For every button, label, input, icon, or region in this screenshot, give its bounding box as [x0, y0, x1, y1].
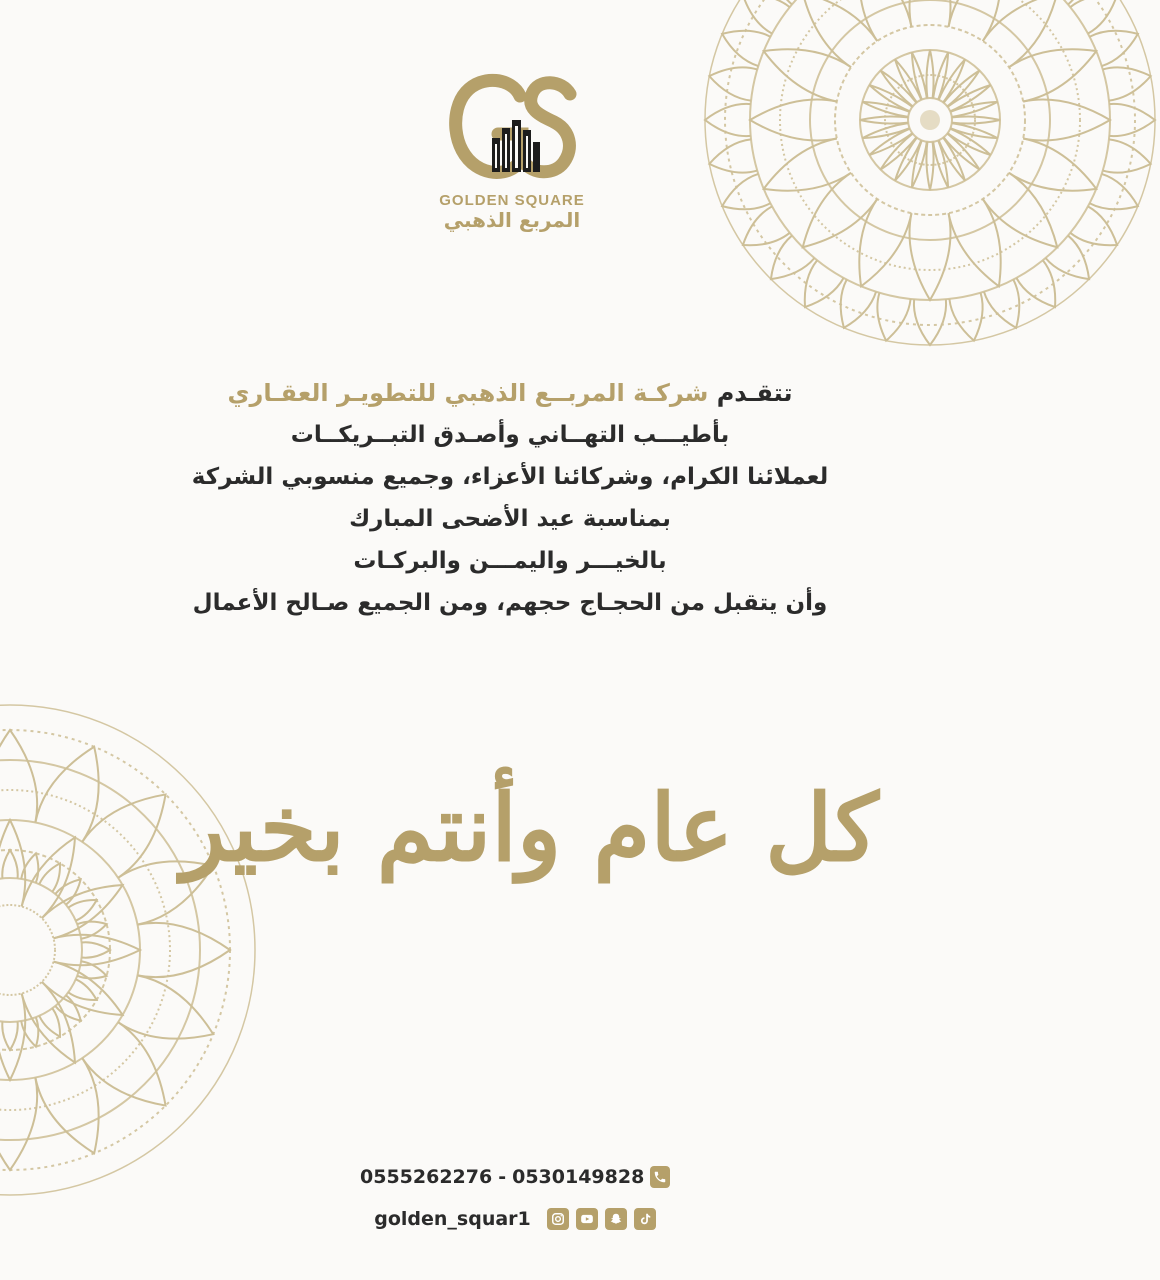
mandala-petal	[803, 0, 878, 67]
mandala-petal	[862, 102, 909, 117]
greeting-message	[180, 372, 840, 624]
message-line-1	[180, 372, 840, 414]
company-name-highlight: شركـة المربــع الذهبي للتطويـر العقـاري	[227, 379, 709, 407]
message-line-5: بالخيـــر واليمـــن والبركـات	[353, 548, 667, 574]
mandala-petal	[750, 100, 837, 141]
mandala-petal	[1046, 236, 1090, 280]
mandala-petal	[914, 299, 946, 345]
calligraphy-text: كل عام وأنتم بخير	[181, 774, 879, 882]
mandala-petal	[949, 0, 1001, 41]
gs-monogram-logo	[442, 68, 582, 190]
logo-name-english: GOLDEN SQUARE	[439, 192, 585, 209]
mandala-petal	[53, 935, 140, 965]
mandala-petal	[1023, 100, 1110, 141]
mandala-petal	[0, 1078, 37, 1170]
youtube-icon[interactable]	[576, 1208, 598, 1230]
mandala-petal	[803, 173, 878, 248]
mandala-petal	[859, 0, 911, 41]
mandala-petal	[926, 50, 933, 98]
message-line-4: بمناسبة عيد الأضحى المبارك	[349, 506, 671, 532]
message-intro: تتقـدم	[708, 379, 793, 407]
contact-phones	[360, 1162, 670, 1192]
social-contact	[360, 1204, 670, 1234]
mandala-petal	[1109, 104, 1155, 136]
phone-icon	[650, 1166, 670, 1188]
mandala-petal	[118, 975, 213, 1038]
mandala-petal	[1090, 174, 1138, 209]
mandala-petal	[82, 794, 165, 877]
mandala-petal	[55, 879, 80, 904]
mandala-petal	[984, 280, 1019, 328]
mandala-petal	[1016, 260, 1055, 307]
mandala-petal	[862, 123, 909, 138]
mandala-petal	[82, 942, 110, 957]
mandala-petal	[82, 1022, 165, 1105]
social-handle[interactable]: golden_squar1	[374, 1208, 531, 1230]
mandala-petal	[771, 236, 815, 280]
tiktok-icon[interactable]	[634, 1208, 656, 1230]
mandala-petal	[35, 747, 98, 842]
mandala-petal	[709, 67, 757, 100]
mandala-petal	[743, 206, 790, 245]
mandala-petal	[2, 1022, 17, 1050]
mandala-petal	[138, 923, 230, 977]
mandala-petal	[841, 280, 876, 328]
mandala-petal	[1103, 139, 1151, 172]
mandala-petal	[2, 850, 17, 878]
phone-number-2[interactable]: 0530149828	[512, 1166, 645, 1188]
mandala-petal	[949, 293, 982, 341]
mandala-petal	[55, 995, 80, 1020]
mandala-petal	[722, 174, 770, 209]
mandala-petal	[0, 730, 37, 822]
mandala-petal	[877, 293, 910, 341]
phone-number-1[interactable]: 0555262276	[360, 1166, 493, 1188]
mandala-petal	[926, 142, 933, 190]
mandala-petal	[944, 71, 980, 107]
mandala-petal	[983, 173, 1058, 248]
mandala-petal	[35, 1058, 98, 1153]
message-line-6: وأن يتقبل من الحجـاج حجهم، ومن الجميع صـالح الأعمال	[192, 590, 828, 616]
phone-separator: -	[498, 1166, 507, 1188]
message-line-3: لعملائنا الكرام، وشركائنا الأعزاء، وجميع منسوبي الشركة	[191, 464, 829, 490]
mandala-ornament-top-right	[700, 0, 1160, 350]
snapchat-icon[interactable]	[605, 1208, 627, 1230]
eid-calligraphy	[181, 710, 879, 940]
mandala-petal	[1070, 206, 1117, 245]
mandala-petal	[705, 104, 751, 136]
mandala-petal	[805, 260, 844, 307]
mandala-petal	[910, 0, 951, 27]
mandala-petal	[983, 0, 1058, 67]
logo-name-arabic: المربع الذهبي	[443, 208, 581, 232]
mandala-petal	[709, 139, 757, 172]
social-icons	[547, 1208, 656, 1230]
mandala-petal	[910, 213, 951, 300]
company-logo	[412, 68, 612, 240]
mandala-petal	[944, 134, 980, 170]
instagram-icon[interactable]	[547, 1208, 569, 1230]
mandala-petal	[1103, 67, 1151, 100]
mandala-petal	[1090, 31, 1138, 66]
message-line-2: بأطيـــب التهــاني وأصـدق التبــريكــات	[290, 422, 730, 448]
mandala-petal	[722, 31, 770, 66]
